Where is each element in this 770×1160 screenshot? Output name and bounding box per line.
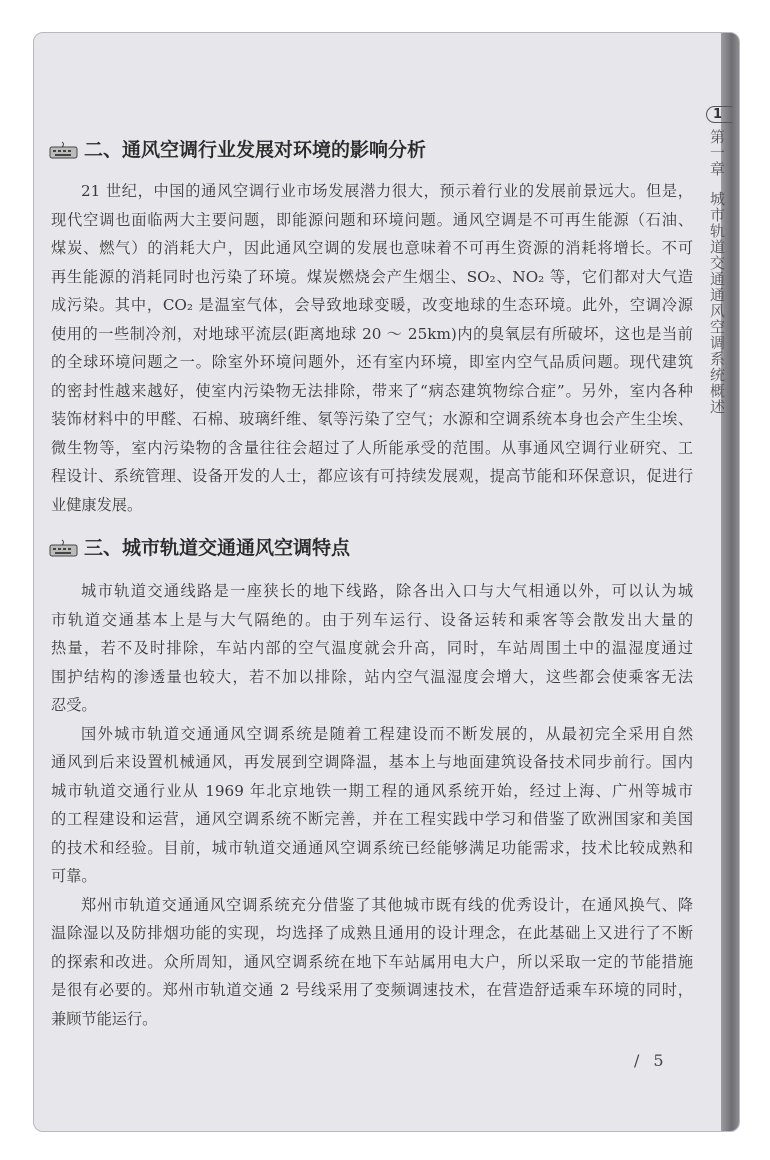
text-line: 使用的一些制冷剂，对地球平流层(距离地球 20 ～ 25km)内的臭氧层有所破坏，这也是当前 xyxy=(51,324,693,343)
chapter-title: 城市轨道交通通风空调系统概述 xyxy=(708,191,726,415)
text-line: 市轨道交通基本上是与大气隔绝的。由于列车运行、设备运转和乘客等会散发出大量的 xyxy=(51,610,693,629)
text-line: 通风到后来设置机械通风，再发展到空调降温，基本上与地面建筑设备技术同步前行。国内 xyxy=(51,753,693,771)
page-number: 5 xyxy=(653,1051,664,1070)
text-line: 装饰材料中的甲醛、石棉、玻璃纤维、氡等污染了空气；水源和空调系统本身也会产生尘埃、 xyxy=(51,410,693,428)
text-line: 热量，若不及时排除，车站内部的空气温度就会升高，同时，车站周围土中的温湿度通过 xyxy=(51,639,693,657)
text-line: 21 世纪，中国的通风空调行业市场发展潜力很大，预示着行业的发展前景远大。但是， xyxy=(81,182,693,200)
text-line: 再生能源的消耗同时也污染了环境。煤炭燃烧会产生烟尘、SO₂、NO₂ 等，它们都对大气造 xyxy=(51,267,693,286)
text-line: 的全球环境问题之一。除室外环境问题外，还有室内环境，即室内空气品质问题。现代建筑 xyxy=(51,353,693,371)
book-page xyxy=(33,32,740,1132)
footer-slash: / xyxy=(634,1051,640,1070)
text-line: 的密封性越来越好，使室内污染物无法排除，带来了“病态建筑物综合症”。另外，室内各种 xyxy=(51,381,693,400)
text-line: 围护结构的渗透量也较大，若不加以排除，站内空气温湿度会增大，这些都会使乘客无法 xyxy=(51,667,693,686)
paragraph xyxy=(51,177,693,519)
chapter-label: 第一章 xyxy=(708,129,726,177)
text-line: 可靠。 xyxy=(51,867,97,885)
text-line: 是很有必要的。郑州市轨道交通 2 号线采用了变频调速技术，在营造舒适乘车环境的同时， xyxy=(51,981,693,999)
text-line: 国外城市轨道交通通风空调系统是随着工程建设而不断发展的，从最初完全采用自然 xyxy=(81,724,693,743)
text-line: 的技术和经验。目前，城市轨道交通通风空调系统已经能够满足功能需求，技术比较成熟和 xyxy=(51,838,693,857)
text-line: 的探索和改进。众所周知，通风空调系统在地下车站属用电大户，所以采取一定的节能措施 xyxy=(51,952,693,971)
text-line: 城市轨道交通线路是一座狭长的地下线路，除各出入口与大气相通以外，可以认为城 xyxy=(81,582,693,600)
text-line: 业健康发展。 xyxy=(51,495,143,514)
text-line: 现代空调也面临两大主要问题，即能源问题和环境问题。通风空调是不可再生能源（石油、 xyxy=(51,210,693,229)
heading-text: 二、通风空调行业发展对环境的影响分析 xyxy=(84,139,427,161)
text-line: 忍受。 xyxy=(51,696,97,714)
chapter-side-title xyxy=(706,129,726,415)
text-line: 程设计、系统管理、设备开发的人士，都应该有可持续发展观，提高节能和环保意识，促进行 xyxy=(51,467,693,485)
page-footer xyxy=(634,1051,664,1070)
text-line: 郑州市轨道交通通风空调系统充分借鉴了其他城市既有线的优秀设计，在通风换气、降 xyxy=(81,895,693,914)
text-line: 的工程建设和运营，通风空调系统不断完善，并在工程实践中学习和借鉴了欧洲国家和美国 xyxy=(51,810,693,828)
keyboard-icon xyxy=(49,140,79,158)
text-line: 煤炭、燃气）的消耗大户，因此通风空调的发展也意味着不可再生资源的消耗将增长。不可 xyxy=(51,239,693,257)
keyboard-icon xyxy=(49,538,79,556)
chapter-number-tab: 1 xyxy=(706,106,732,123)
text-line: 温除湿以及防排烟功能的实现，均选择了成熟且通用的设计理念，在此基础上又进行了不断 xyxy=(51,924,693,942)
section-heading-2 xyxy=(49,135,426,162)
text-line: 城市轨道交通行业从 1969 年北京地铁一期工程的通风系统开始，经过上海、广州等城市 xyxy=(51,781,693,800)
text-line: 成污染。其中，CO₂ 是温室气体，会导致地球变暖，改变地球的生态环境。此外，空调冷源 xyxy=(51,296,693,314)
heading-text: 三、城市轨道交通通风空调特点 xyxy=(84,537,351,559)
paragraph xyxy=(51,577,693,1033)
text-line: 兼顾节能运行。 xyxy=(51,1009,158,1028)
text-line: 微生物等，室内污染物的含量往往会超过了人所能承受的范围。从事通风空调行业研究、工 xyxy=(51,438,693,457)
section-heading-3 xyxy=(49,533,350,560)
